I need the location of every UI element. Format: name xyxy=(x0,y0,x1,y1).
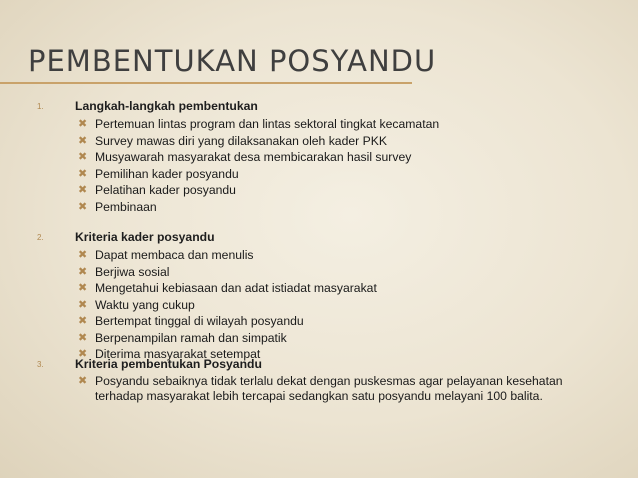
x-mark-icon: ✖ xyxy=(78,151,88,163)
x-mark-icon: ✖ xyxy=(78,315,88,327)
slide: PEMBENTUKAN POSYANDU 1. Langkah-langkah pembentukan ✖ Pertemuan lintas program dan lintas sektoral tingkat kecamatan ✖ Survey mawas diri yang dilaksanakan oleh kader PKK ✖ Musyawarah masyarakat desa membicarakan hasil survey ✖ Pemilihan kader posyandu ✖ Pelatihan kader posyandu ✖ Pembinaan 2. Kriteria kader posyandu ✖ Dapat membaca dan menulis ✖ Berjiwa sosial ✖ Mengetahui kebiasaan dan adat istiadat masyarakat ✖ Waktu yang cukup ✖ Bertempat tinggal di wilayah posyandu ✖ Berpenampilan ramah dan simpatik ✖ Diterima masyarakat setempat 3. Kriteria pembentukan Posyandu ✖ Posyandu sebaiknya tidak terlalu dekat dengan puskesmas agar pelayanan kesehatan terhadap masyarakat lebih tercapai sedangkan satu posyandu melayani 100 balita. xyxy=(0,0,638,478)
x-mark-icon: ✖ xyxy=(78,249,88,261)
section-heading: Kriteria kader posyandu xyxy=(75,230,215,244)
x-mark-icon: ✖ xyxy=(78,118,88,130)
section-number: 3. xyxy=(37,360,44,369)
bullet-list xyxy=(0,374,580,404)
x-mark-icon: ✖ xyxy=(78,184,88,196)
x-mark-icon: ✖ xyxy=(78,298,88,311)
slide-title: PEMBENTUKAN POSYANDU xyxy=(28,44,437,78)
x-mark-icon: ✖ xyxy=(78,348,88,360)
section-heading: Kriteria pembentukan Posyandu xyxy=(75,357,262,371)
x-mark-icon: ✖ xyxy=(78,265,88,278)
section-number: 2. xyxy=(37,233,44,242)
x-mark-icon: ✖ xyxy=(78,134,88,147)
x-mark-icon: ✖ xyxy=(78,282,88,294)
x-mark-icon: ✖ xyxy=(78,200,88,213)
section-heading: Langkah-langkah pembentukan xyxy=(75,99,258,113)
x-mark-icon: ✖ xyxy=(78,167,88,180)
x-mark-icon: ✖ xyxy=(78,375,88,387)
title-underline xyxy=(0,82,412,84)
x-mark-icon: ✖ xyxy=(78,331,88,344)
list-item: ✖ Posyandu sebaiknya tidak terlalu dekat dengan puskesmas agar pelayanan kesehatan terhadap masyarakat lebih tercapai sedangkan satu posyandu melayani 100 balita. xyxy=(78,374,563,403)
section-number: 1. xyxy=(37,102,44,111)
